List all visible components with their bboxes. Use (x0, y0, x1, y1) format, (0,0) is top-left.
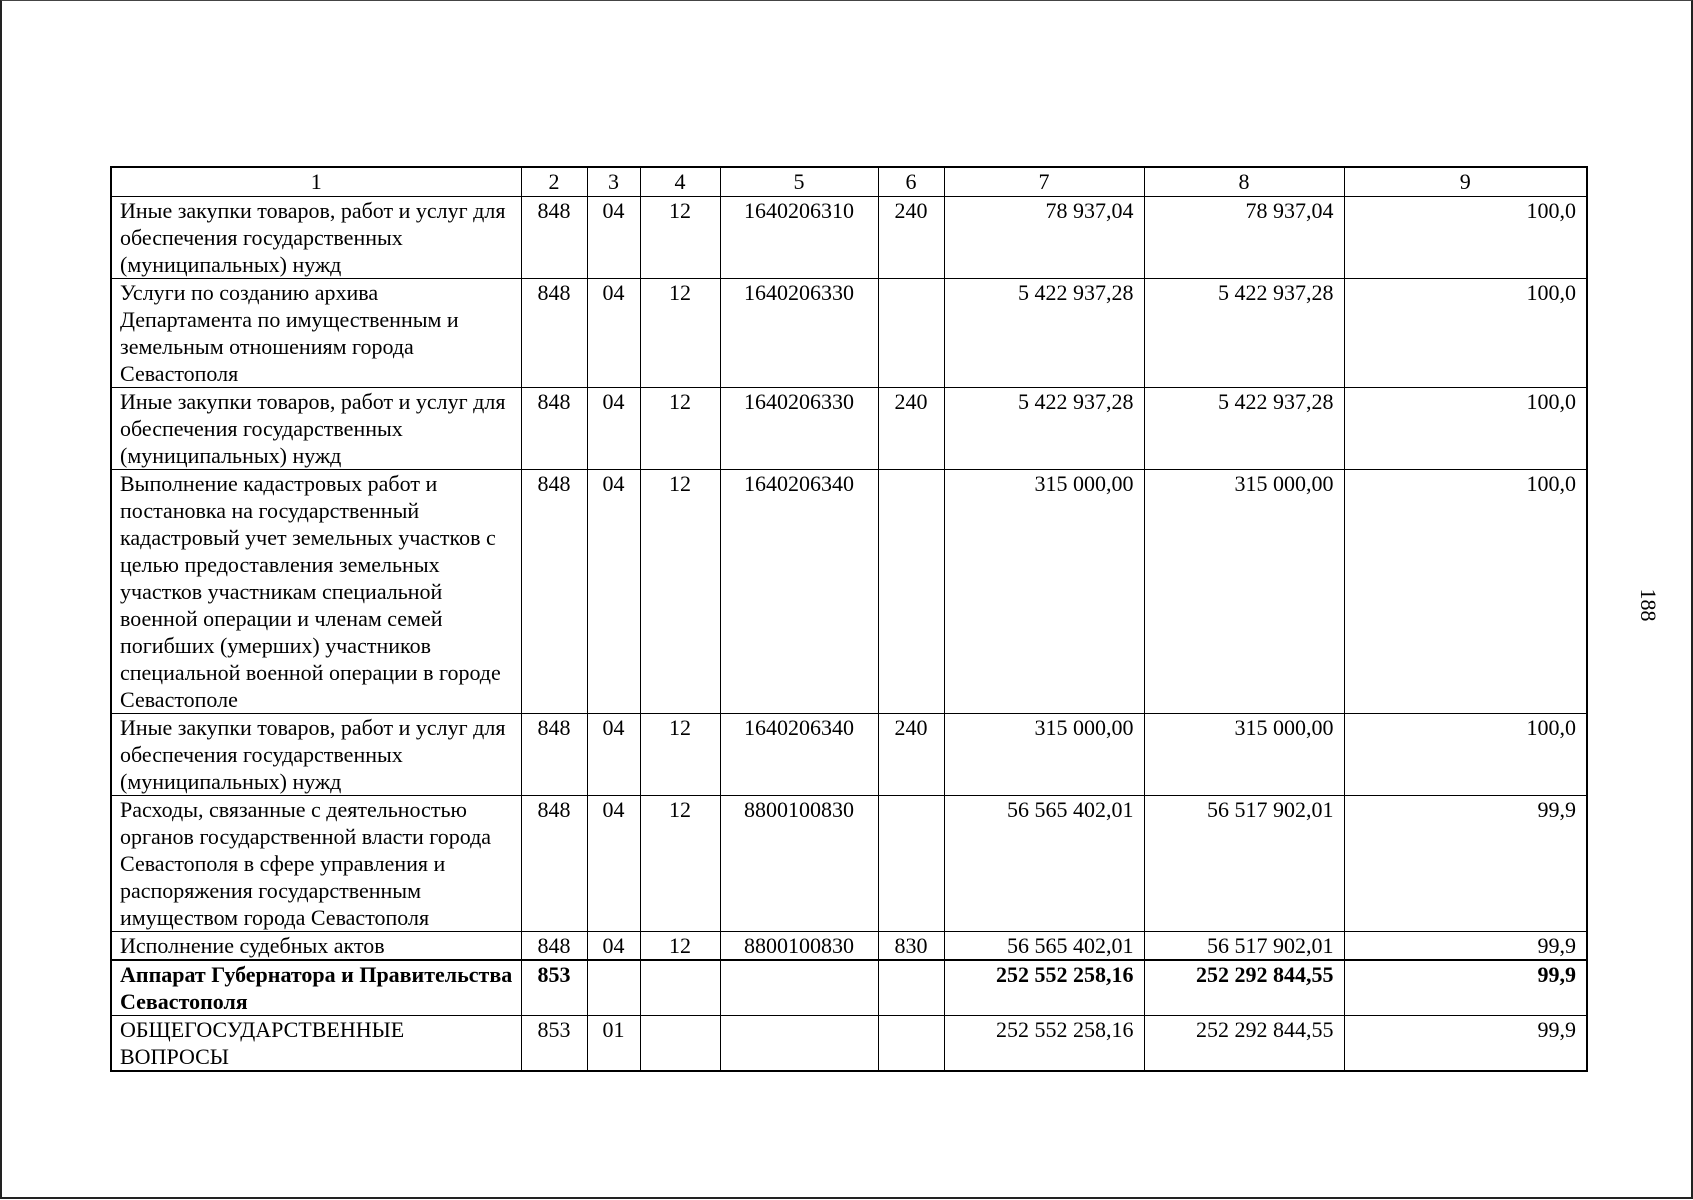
ministry-code-cell: 848 (521, 388, 587, 470)
execution-percent-cell: 100,0 (1344, 470, 1587, 714)
expense-name-cell: Услуги по созданию архива Департамента по имущественным и земельным отношениям города Севастополя (111, 279, 521, 388)
column-header: 1 (111, 167, 521, 197)
table-row (111, 796, 1587, 932)
execution-percent-cell: 99,9 (1344, 932, 1587, 961)
column-header: 4 (640, 167, 720, 197)
section-code-cell (587, 960, 640, 1016)
subsection-code-cell: 12 (640, 470, 720, 714)
section-code-cell: 04 (587, 470, 640, 714)
executed-amount-cell: 5 422 937,28 (1144, 388, 1344, 470)
executed-amount-cell: 315 000,00 (1144, 470, 1344, 714)
execution-percent-cell: 100,0 (1344, 714, 1587, 796)
column-header: 9 (1344, 167, 1587, 197)
table-row (111, 470, 1587, 714)
executed-amount-cell: 252 292 844,55 (1144, 1016, 1344, 1072)
column-header: 3 (587, 167, 640, 197)
ministry-code-cell: 848 (521, 932, 587, 961)
expense-name-cell: Аппарат Губернатора и Правительства Севастополя (111, 960, 521, 1016)
table-header-row (111, 167, 1587, 197)
target-item-cell: 8800100830 (720, 932, 878, 961)
expense-type-cell: 240 (878, 714, 944, 796)
ministry-code-cell: 848 (521, 470, 587, 714)
planned-amount-cell: 252 552 258,16 (944, 960, 1144, 1016)
expense-type-cell: 830 (878, 932, 944, 961)
planned-amount-cell: 315 000,00 (944, 470, 1144, 714)
ministry-code-cell: 848 (521, 197, 587, 279)
table-row (111, 1016, 1587, 1072)
target-item-cell: 1640206330 (720, 388, 878, 470)
target-item-cell (720, 960, 878, 1016)
section-code-cell: 01 (587, 1016, 640, 1072)
table-row (111, 932, 1587, 961)
expense-name-cell: Выполнение кадастровых работ и постановка на государственный кадастровый учет земельных участков с целью предоставления земельных участков участникам специальной военной операции и членам семей погибших (умерших) участников специальной военной операции в городе Севастополе (111, 470, 521, 714)
subsection-code-cell: 12 (640, 932, 720, 961)
planned-amount-cell: 56 565 402,01 (944, 932, 1144, 961)
expense-name-cell: Иные закупки товаров, работ и услуг для обеспечения государственных (муниципальных) нужд (111, 714, 521, 796)
column-header: 5 (720, 167, 878, 197)
expense-name-cell: Иные закупки товаров, работ и услуг для обеспечения государственных (муниципальных) нужд (111, 388, 521, 470)
expense-type-cell (878, 279, 944, 388)
ministry-code-cell: 848 (521, 796, 587, 932)
target-item-cell (720, 1016, 878, 1072)
section-code-cell: 04 (587, 796, 640, 932)
executed-amount-cell: 56 517 902,01 (1144, 796, 1344, 932)
subsection-code-cell: 12 (640, 714, 720, 796)
table-row (111, 388, 1587, 470)
subsection-code-cell (640, 1016, 720, 1072)
target-item-cell: 1640206340 (720, 470, 878, 714)
table-row (111, 714, 1587, 796)
page-number: 188 (1636, 588, 1661, 622)
table-row (111, 279, 1587, 388)
ministry-code-cell: 848 (521, 279, 587, 388)
subsection-code-cell: 12 (640, 796, 720, 932)
expense-type-cell (878, 960, 944, 1016)
expense-type-cell (878, 470, 944, 714)
section-code-cell: 04 (587, 714, 640, 796)
planned-amount-cell: 315 000,00 (944, 714, 1144, 796)
subsection-code-cell (640, 960, 720, 1016)
executed-amount-cell: 5 422 937,28 (1144, 279, 1344, 388)
column-header: 2 (521, 167, 587, 197)
ministry-code-cell: 848 (521, 714, 587, 796)
ministry-code-cell: 853 (521, 960, 587, 1016)
target-item-cell: 1640206330 (720, 279, 878, 388)
column-header: 8 (1144, 167, 1344, 197)
target-item-cell: 8800100830 (720, 796, 878, 932)
table-row (111, 960, 1587, 1016)
execution-percent-cell: 99,9 (1344, 796, 1587, 932)
planned-amount-cell: 56 565 402,01 (944, 796, 1144, 932)
expense-name-cell: ОБЩЕГОСУДАРСТВЕННЫЕ ВОПРОСЫ (111, 1016, 521, 1072)
subsection-code-cell: 12 (640, 388, 720, 470)
executed-amount-cell: 252 292 844,55 (1144, 960, 1344, 1016)
planned-amount-cell: 78 937,04 (944, 197, 1144, 279)
execution-percent-cell: 99,9 (1344, 1016, 1587, 1072)
planned-amount-cell: 5 422 937,28 (944, 388, 1144, 470)
section-code-cell: 04 (587, 279, 640, 388)
subsection-code-cell: 12 (640, 197, 720, 279)
table-row (111, 197, 1587, 279)
ministry-code-cell: 853 (521, 1016, 587, 1072)
executed-amount-cell: 315 000,00 (1144, 714, 1344, 796)
planned-amount-cell: 5 422 937,28 (944, 279, 1144, 388)
expense-type-cell: 240 (878, 197, 944, 279)
expense-type-cell (878, 1016, 944, 1072)
budget-table (110, 166, 1588, 1072)
expense-type-cell (878, 796, 944, 932)
expense-type-cell: 240 (878, 388, 944, 470)
execution-percent-cell: 100,0 (1344, 388, 1587, 470)
execution-percent-cell: 100,0 (1344, 279, 1587, 388)
target-item-cell: 1640206310 (720, 197, 878, 279)
column-header: 6 (878, 167, 944, 197)
execution-percent-cell: 99,9 (1344, 960, 1587, 1016)
table-body (111, 197, 1587, 1072)
expense-name-cell: Исполнение судебных актов (111, 932, 521, 961)
section-code-cell: 04 (587, 932, 640, 961)
planned-amount-cell: 252 552 258,16 (944, 1016, 1144, 1072)
expense-name-cell: Иные закупки товаров, работ и услуг для обеспечения государственных (муниципальных) нужд (111, 197, 521, 279)
subsection-code-cell: 12 (640, 279, 720, 388)
section-code-cell: 04 (587, 388, 640, 470)
executed-amount-cell: 78 937,04 (1144, 197, 1344, 279)
execution-percent-cell: 100,0 (1344, 197, 1587, 279)
expense-name-cell: Расходы, связанные с деятельностью органов государственной власти города Севастополя в сфере управления и распоряжения государственным имуществом города Севастополя (111, 796, 521, 932)
section-code-cell: 04 (587, 197, 640, 279)
executed-amount-cell: 56 517 902,01 (1144, 932, 1344, 961)
column-header: 7 (944, 167, 1144, 197)
target-item-cell: 1640206340 (720, 714, 878, 796)
